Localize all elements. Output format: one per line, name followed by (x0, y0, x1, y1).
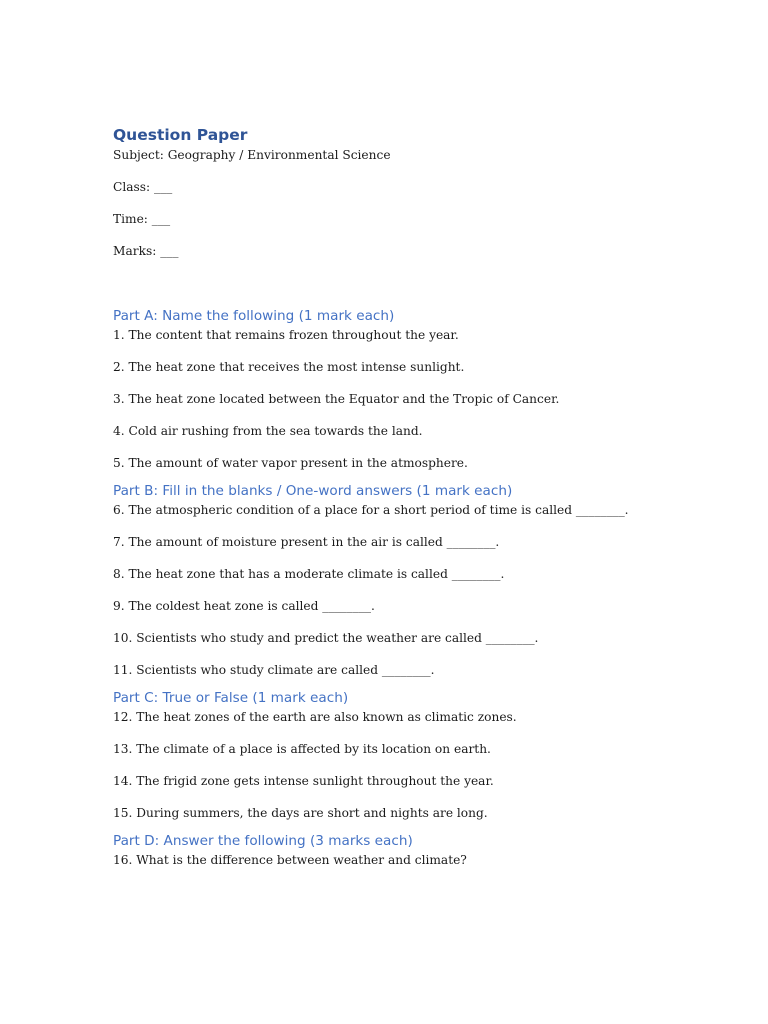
question-list-part-b (113, 502, 713, 679)
question-item: 15. During summers, the days are short and nights are long. (113, 806, 488, 820)
question-item: 11. Scientists who study climate are called ________. (113, 663, 435, 677)
document-body (113, 124, 713, 869)
question-item: 2. The heat zone that receives the most intense sunlight. (113, 360, 465, 374)
question-item: 12. The heat zones of the earth are also known as climatic zones. (113, 710, 517, 724)
question-item: 9. The coldest heat zone is called ________. (113, 599, 375, 613)
question-item: 14. The frigid zone gets intense sunlight throughout the year. (113, 774, 494, 788)
question-item: 10. Scientists who study and predict the weather are called ________. (113, 631, 539, 645)
question-list-part-d (113, 852, 713, 869)
subject-line: Subject: Geography / Environmental Science (113, 148, 391, 162)
question-item: 1. The content that remains frozen throughout the year. (113, 328, 459, 342)
section-heading-part-a: Part A: Name the following (1 mark each) (113, 308, 395, 324)
question-item: 5. The amount of water vapor present in the atmosphere. (113, 456, 468, 470)
question-item: 13. The climate of a place is affected by its location on earth. (113, 742, 491, 756)
question-list-part-c (113, 709, 713, 822)
section-heading-part-d: Part D: Answer the following (3 marks each) (113, 833, 413, 849)
question-item: 16. What is the difference between weather and climate? (113, 853, 467, 867)
class-line: Class: ___ (113, 180, 173, 194)
time-line: Time: ___ (113, 212, 171, 226)
marks-line: Marks: ___ (113, 244, 179, 258)
question-item: 6. The atmospheric condition of a place for a short period of time is called ________. (113, 503, 629, 517)
question-item: 3. The heat zone located between the Equator and the Tropic of Cancer. (113, 392, 560, 406)
section-heading-part-b: Part B: Fill in the blanks / One-word answers (1 mark each) (113, 483, 513, 499)
section-heading-part-c: Part C: True or False (1 mark each) (113, 690, 349, 706)
question-item: 8. The heat zone that has a moderate climate is called ________. (113, 567, 505, 581)
question-item: 7. The amount of moisture present in the air is called ________. (113, 535, 500, 549)
question-list-part-a (113, 327, 713, 472)
page-title: Question Paper (113, 126, 248, 144)
question-item: 4. Cold air rushing from the sea towards the land. (113, 424, 423, 438)
